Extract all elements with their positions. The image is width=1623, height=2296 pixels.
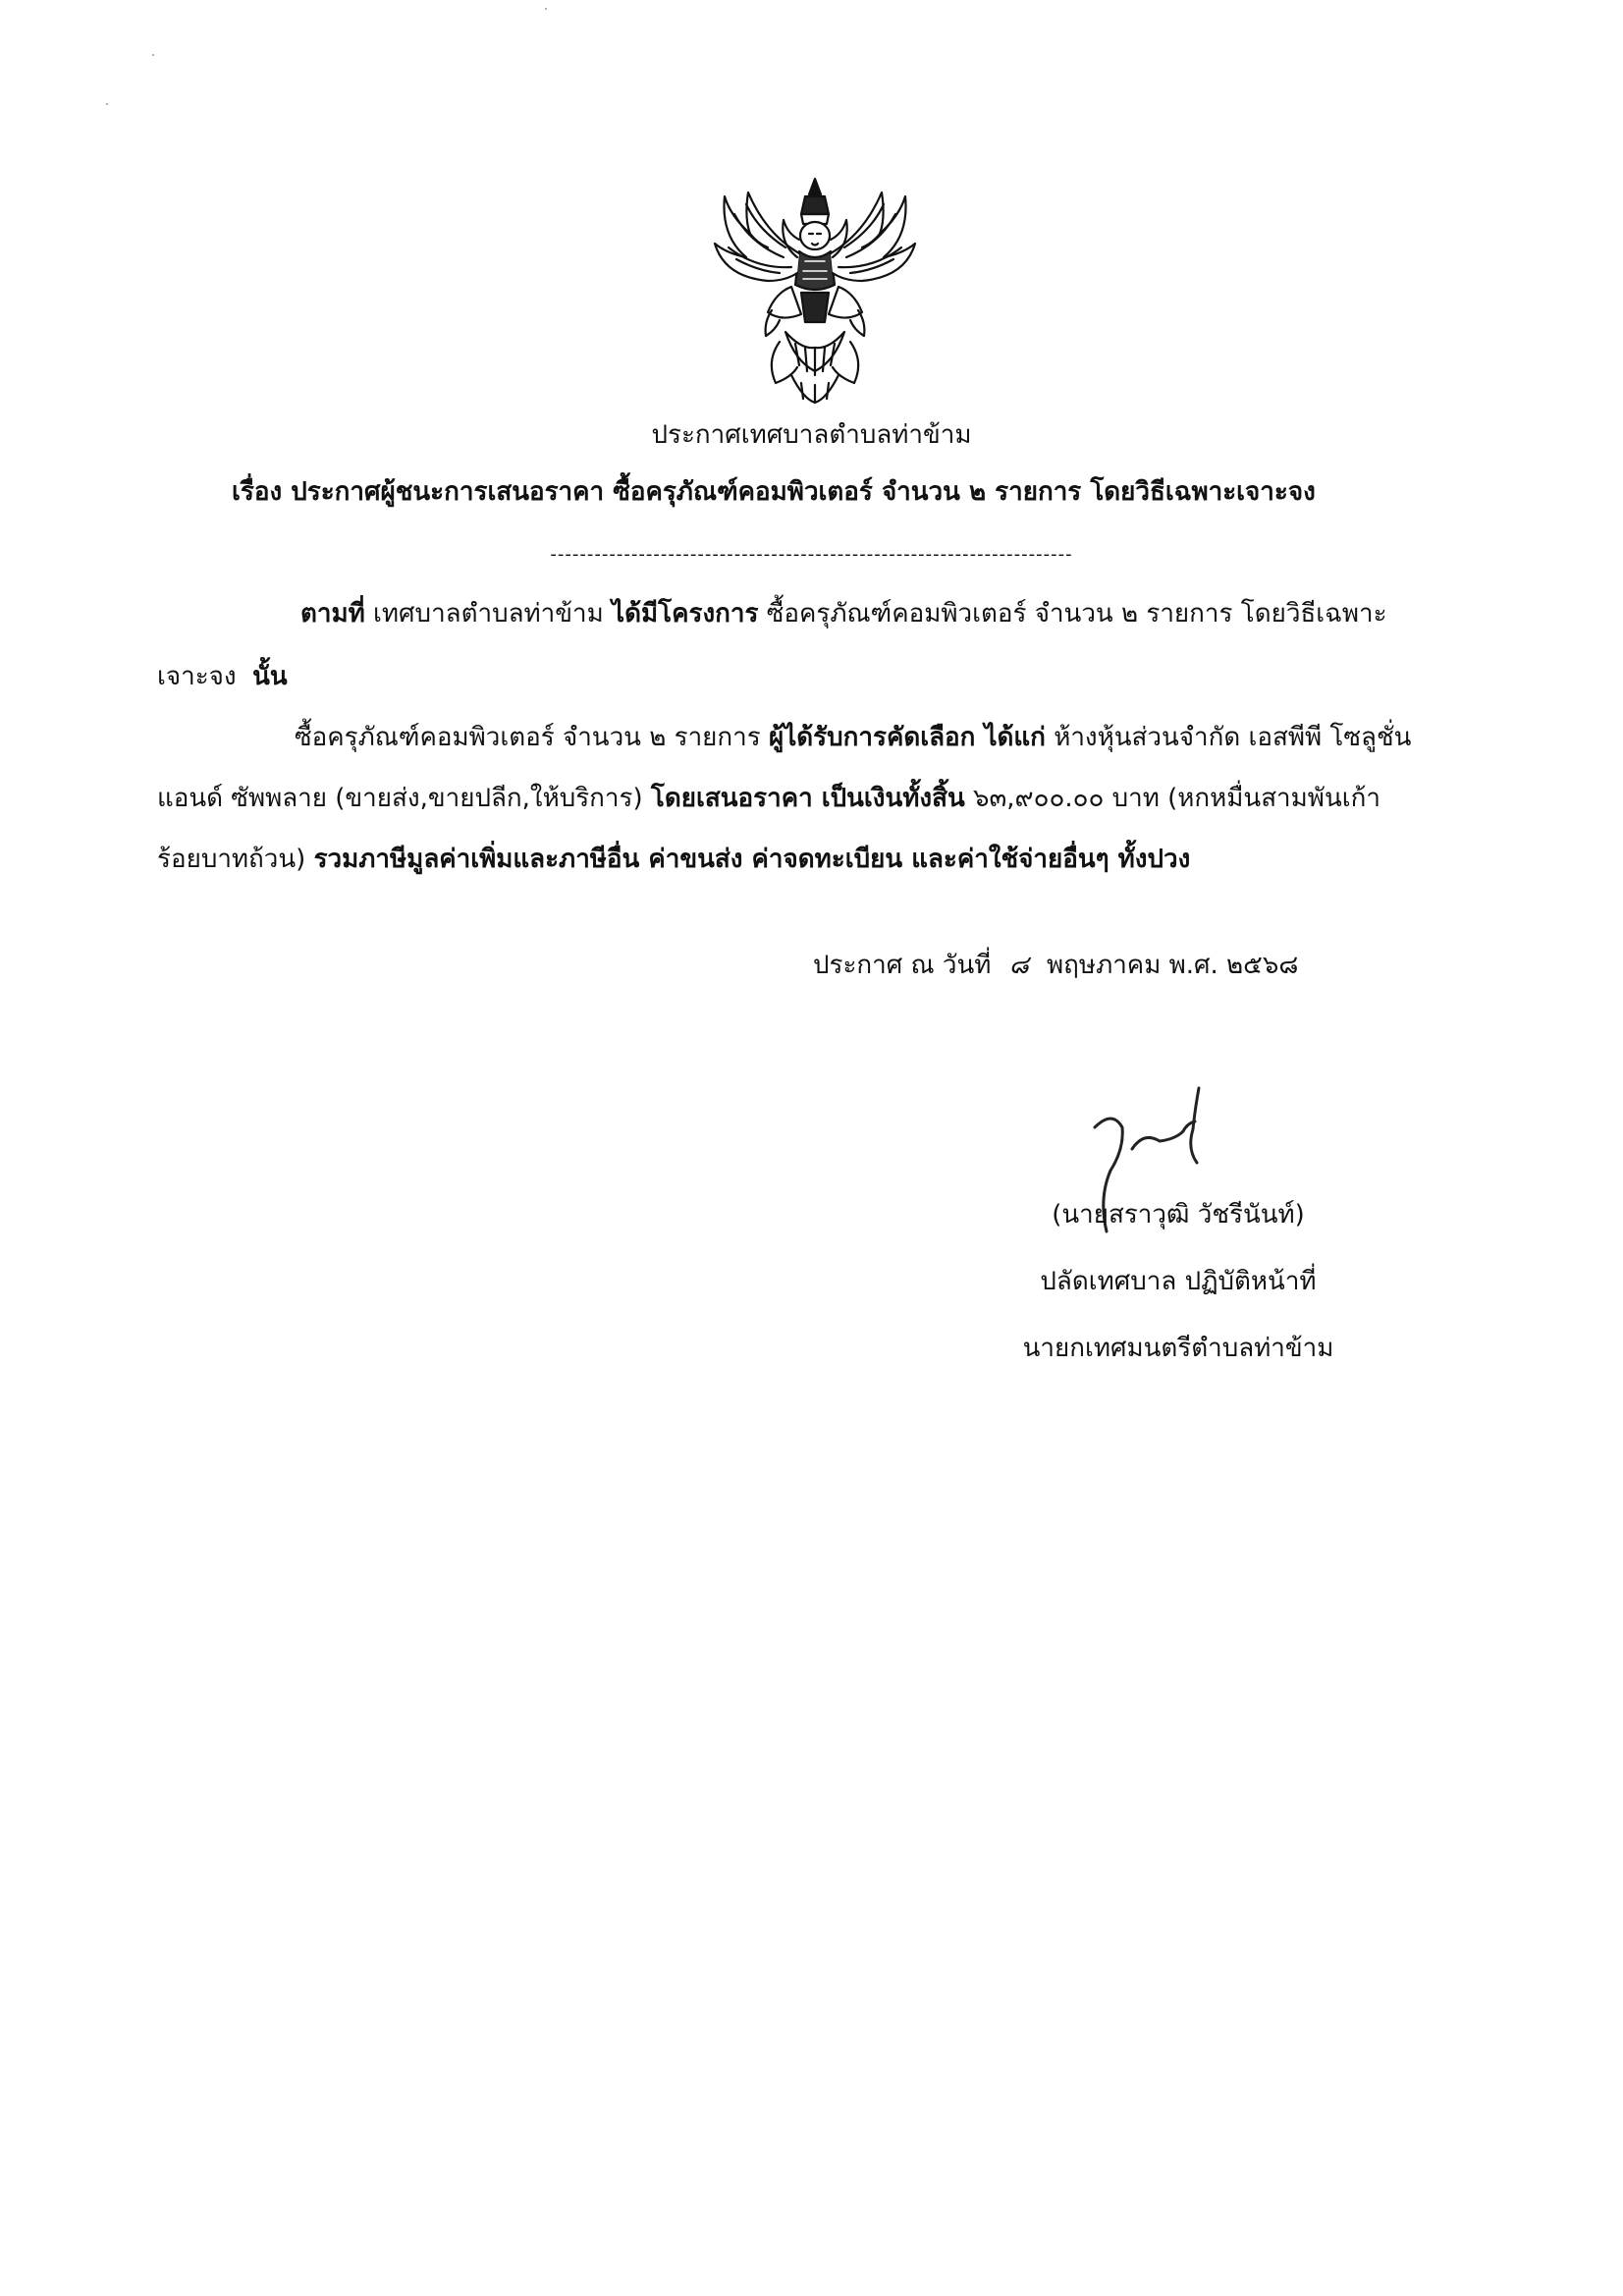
- scan-speck: [545, 8, 547, 10]
- subject-text: ประกาศผู้ชนะการเสนอราคา ซื้อครุภัณฑ์คอมพิวเตอร์ จำนวน ๒ รายการ โดยวิธีเฉพาะเจาะจง: [291, 477, 1316, 507]
- subject-line: [232, 475, 1316, 509]
- paragraph-2-line-2: [157, 782, 1380, 815]
- announcement-date: [813, 949, 1298, 982]
- p2-amount: ๖๓,๙๐๐.๐๐: [973, 784, 1105, 813]
- paragraph-2-line-3: [157, 843, 1190, 876]
- date-day: ๘: [1008, 951, 1029, 980]
- p1-project: ซื้อครุภัณฑ์คอมพิวเตอร์ จำนวน ๒ รายการ โดยวิธีเฉพาะ: [766, 599, 1387, 629]
- p2-amount-words-cont: ร้อยบาทถ้วน): [157, 845, 306, 874]
- paragraph-1-line-2: [157, 660, 288, 693]
- garuda-emblem-icon: [707, 175, 923, 407]
- signer-name: (นายสราวุฒิ วัชรีนันท์): [1052, 1200, 1305, 1230]
- date-month-year: พฤษภาคม พ.ศ. ๒๕๖๘: [1047, 951, 1299, 980]
- paragraph-2-line-1: [295, 721, 1411, 754]
- scan-speck: [152, 54, 154, 56]
- p1-lead: ตามที่: [300, 599, 365, 629]
- p2-tax-note: รวมภาษีมูลค่าเพิ่มและภาษีอื่น ค่าขนส่ง ค่าจดทะเบียน และค่าใช้จ่ายอื่นๆ ทั้งปวง: [313, 845, 1191, 874]
- p2-company: ห้างหุ้นส่วนจำกัด เอสพีพี โซลูชั่น: [1054, 723, 1412, 752]
- p2-selected-label: ผู้ได้รับการคัดเลือก ได้แก่: [768, 723, 1046, 752]
- paragraph-1-line-1: [300, 597, 1387, 630]
- p1-municipality: เทศบาลตำบลท่าข้าม: [373, 599, 604, 629]
- announcement-title: ประกาศเทศบาลตำบลท่าข้าม: [651, 420, 972, 450]
- p2-item: ซื้อครุภัณฑ์คอมพิวเตอร์ จำนวน ๒ รายการ: [295, 723, 761, 752]
- subject-label: เรื่อง: [232, 477, 283, 507]
- signer-position-2: นายกเทศมนตรีตำบลท่าข้าม: [1022, 1334, 1334, 1363]
- p2-company-cont: แอนด์ ซัพพลาย (ขายส่ง,ขายปลีก,ให้บริการ): [157, 784, 643, 813]
- scan-speck: [106, 103, 108, 105]
- signer-position-1: ปลัดเทศบาล ปฏิบัติหน้าที่: [1040, 1267, 1317, 1296]
- separator-line: -----------------------------------------------------------------------: [550, 544, 1073, 565]
- p1-cont: เจาะจง: [157, 662, 237, 691]
- p2-price-label: โดยเสนอราคา เป็นเงินทั้งสิ้น: [650, 784, 965, 813]
- date-prefix: ประกาศ ณ วันที่: [813, 951, 992, 980]
- p1-project-label: ได้มีโครงการ: [612, 599, 759, 629]
- p2-amount-words: บาท (หกหมื่นสามพันเก้า: [1111, 784, 1380, 813]
- p1-end: นั้น: [252, 662, 288, 691]
